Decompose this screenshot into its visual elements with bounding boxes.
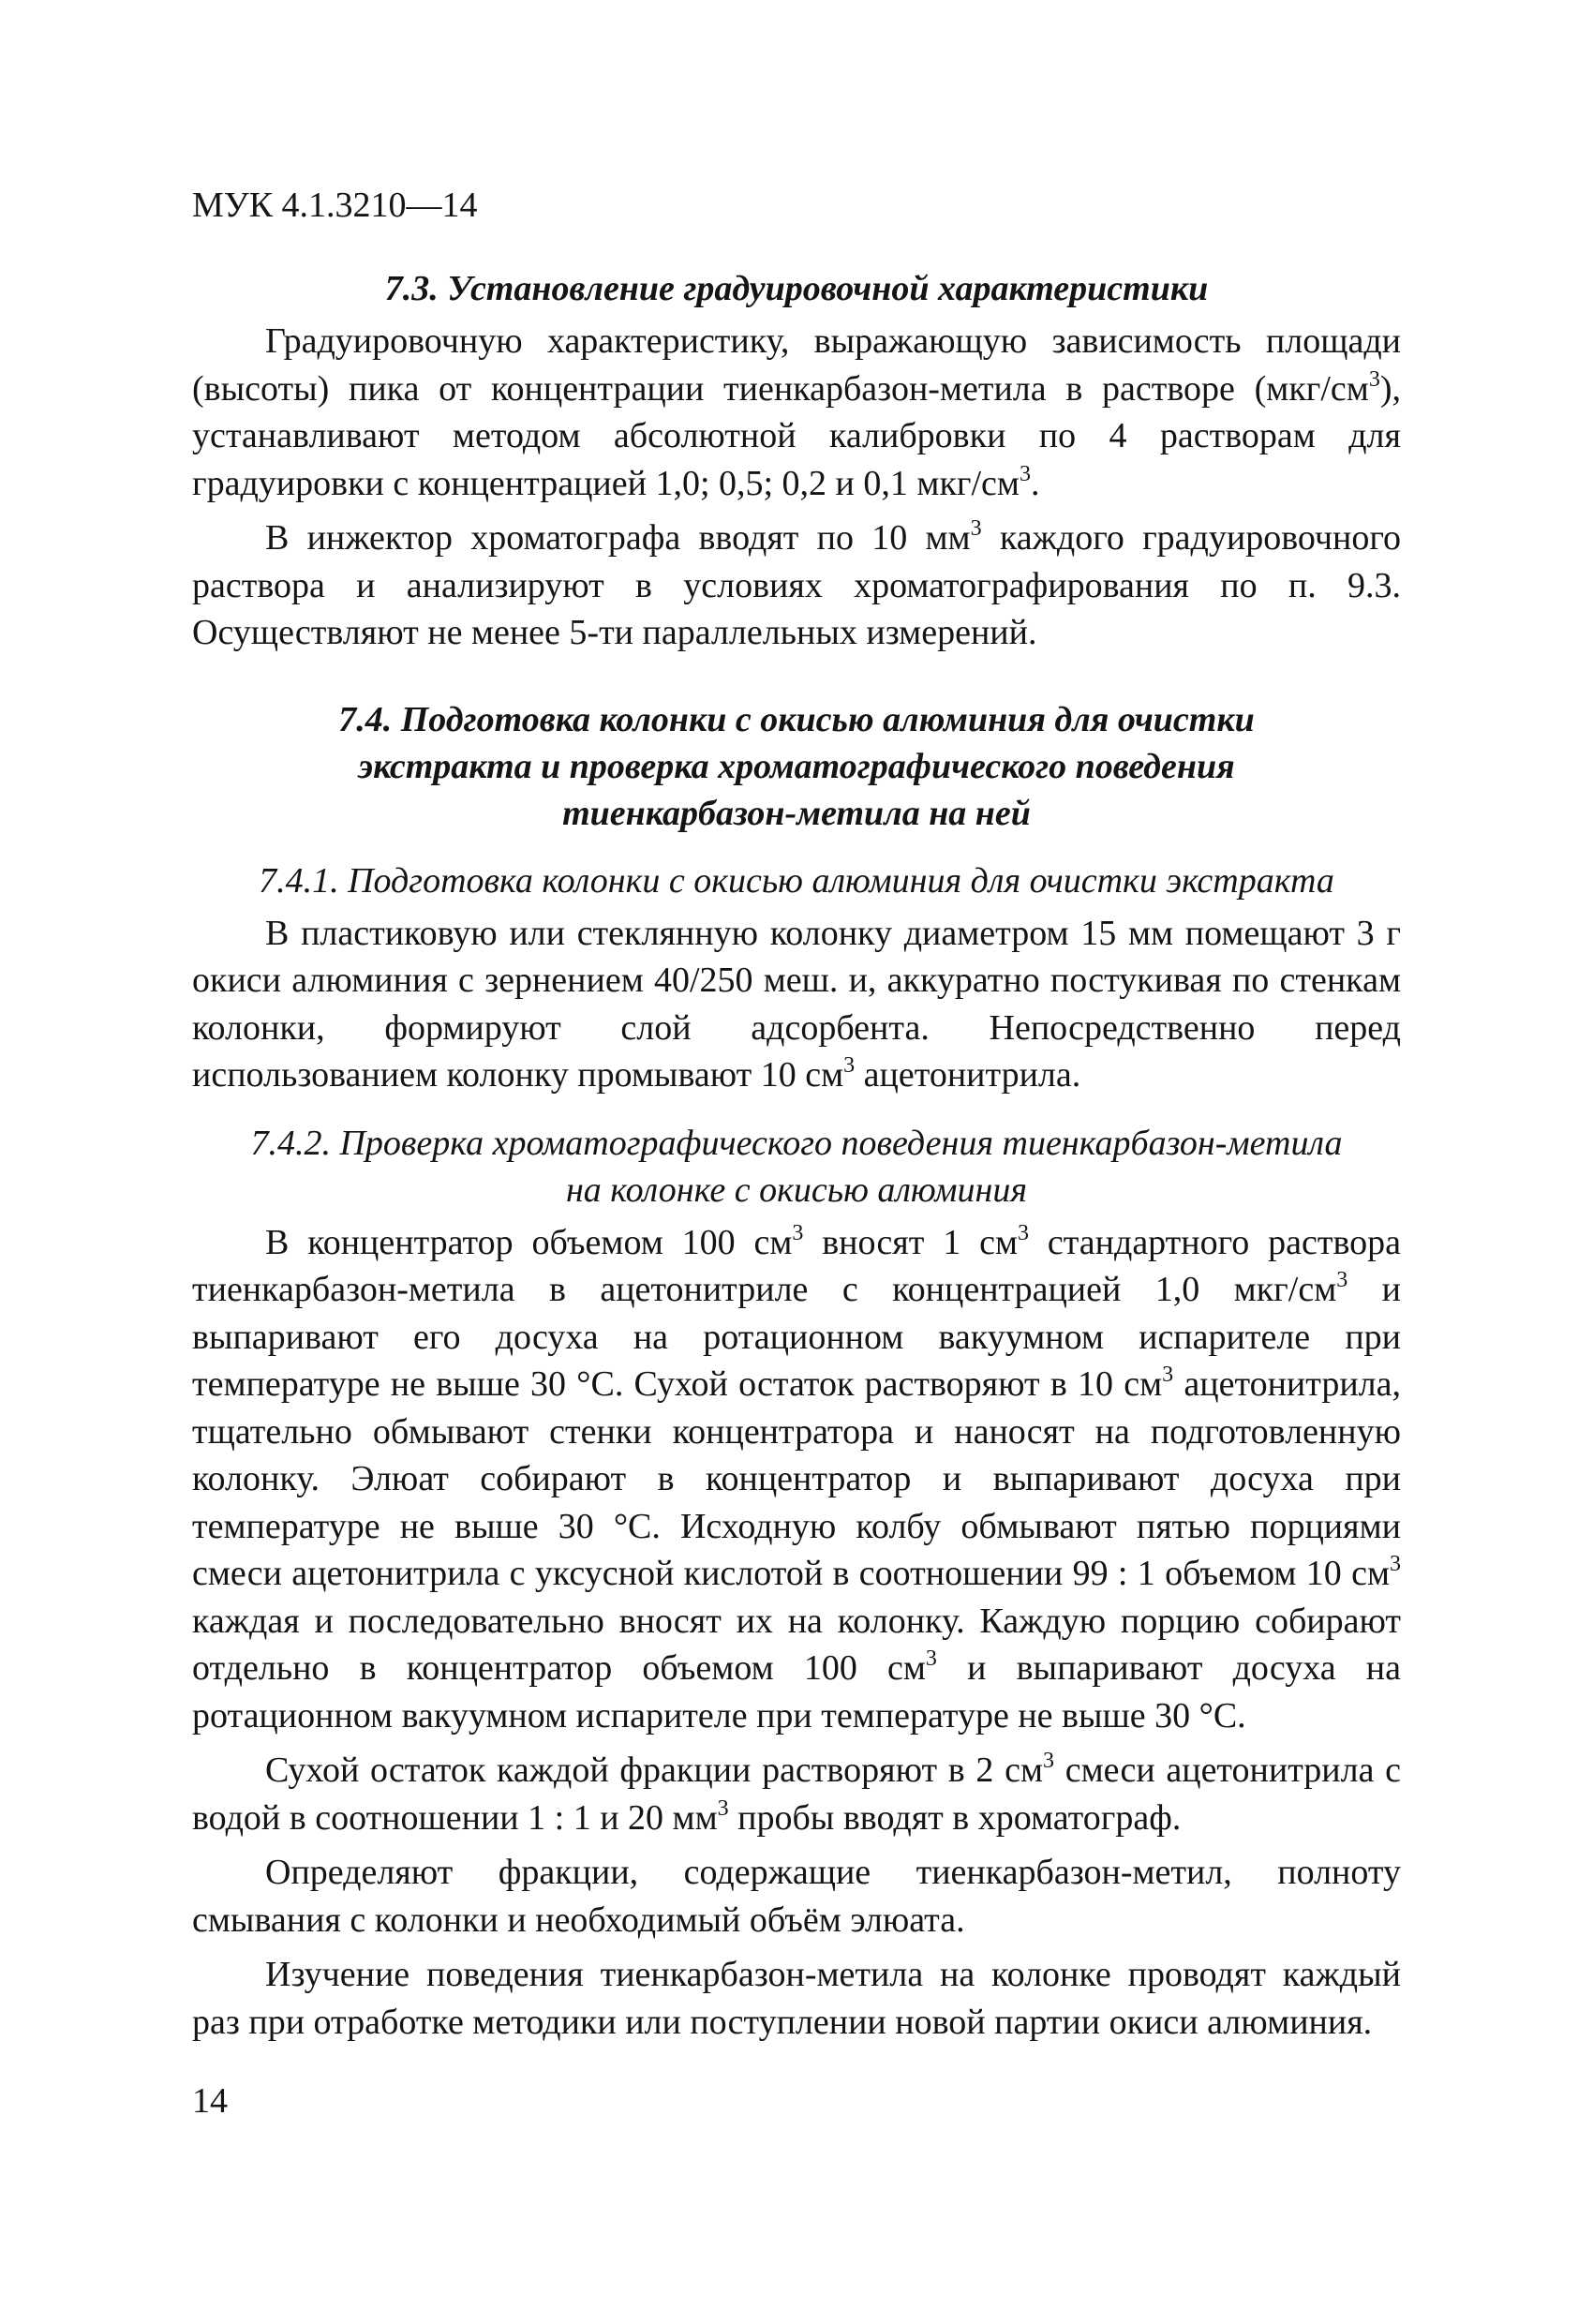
- section-7-3-title: 7.3. Установление градуировочной характеристики: [384, 269, 1209, 308]
- document-code-header: МУК 4.1.3210—14: [192, 186, 478, 225]
- section-7-4-1-paragraph-1: В пластиковую или стеклянную колонку диаметром 15 мм помещают 3 г окиси алюминия с зернением 40/250 меш. и, аккуратно постукивая по стенкам колонки, формируют слой адсорбента. Непосредственно перед использованием колонку промывают 10 $см^3$ ацетонитрила.: [192, 913, 1401, 1095]
- section-7-4-1-title: 7.4.1. Подготовка колонки с окисью алюминия для очистки экстракта: [259, 860, 1334, 901]
- section-7-4-title: [192, 696, 1401, 837]
- section-7-4-title-line: экстракта и проверка хроматографического поведения: [358, 746, 1235, 786]
- page-number: 14: [192, 2081, 228, 2121]
- section-7-4-title-line: тиенкарбазон-метила на ней: [562, 793, 1031, 833]
- section-7-4-2-paragraph-2: Сухой остаток каждой фракции растворяют в 2 $см^3$ смеси ацетонитрила с водой в соотношении 1 : 1 и 20 $мм^3$ пробы вводят в хроматограф.: [192, 1749, 1402, 1838]
- section-7-4-2-paragraph-1: В концентратор объемом 100 $см^3$ вносят 1 $см^3$ стандартного раствора тиенкарбазон-метила в ацетонитриле с концентрацией 1,0 мкг/$см^3$ и выпаривают его досуха на ротационном вакуумном испарителе при температуре не выше 30 °С. Сухой остаток растворяют в 10 $см^3$ ацетонитрила, тщательно обмывают стенки концентратора и наносят на подготовленную колонку. Элюат собирают в концентратор и выпаривают досуха при температуре не выше 30 °С. Исходную колбу обмывают пятью порциями смеси ацетонитрила с уксусной кислотой в соотношении 99 : 1 объемом 10 $см^3$ каждая и последовательно вносят их на колонку. Каждую порцию собирают отдельно в концентратор объемом 100 $см^3$ и выпаривают досуха на ротационном вакуумном испарителе при температуре не выше 30 °С.: [192, 1220, 1402, 1736]
- section-7-3-paragraph-1: Градуировочную характеристику, выражающую зависимость площади (высоты) пика от концентрации тиенкарбазон-метила в растворе $(мкг/см^3)$, устанавливают методом абсолютной калибровки по 4 растворам для градуировки с концентрацией 1,0; 0,5; 0,2 и 0,1 мкг/$см^3$.: [192, 321, 1401, 503]
- section-7-4-2-title-line: 7.4.2. Проверка хроматографического поведения тиенкарбазон-метила: [250, 1123, 1343, 1163]
- section-7-3-paragraph-2: В инжектор хроматографа вводят по 10 $мм^3$ каждого градуировочного раствора и анализируют в условиях хроматографирования по п. 9.3. Осуществляют не менее 5-ти параллельных измерений.: [192, 516, 1402, 652]
- section-7-4-2-paragraph-4: Изучение поведения тиенкарбазон-метила на колонке проводят каждый раз при отработке методики или поступлении новой партии окиси алюминия.: [192, 1955, 1401, 2042]
- section-7-4-title-line: 7.4. Подготовка колонки с окисью алюминия для очистки: [338, 699, 1255, 739]
- section-7-4-2-paragraph-3: Определяют фракции, содержащие тиенкарбазон-метил, полноту смывания с колонки и необходимый объём элюата.: [192, 1853, 1401, 1940]
- section-7-4-2-title: [192, 1120, 1401, 1214]
- document-page: [192, 183, 1401, 2053]
- section-7-4-2-title-line: на колонке с окисью алюминия: [565, 1169, 1028, 1210]
